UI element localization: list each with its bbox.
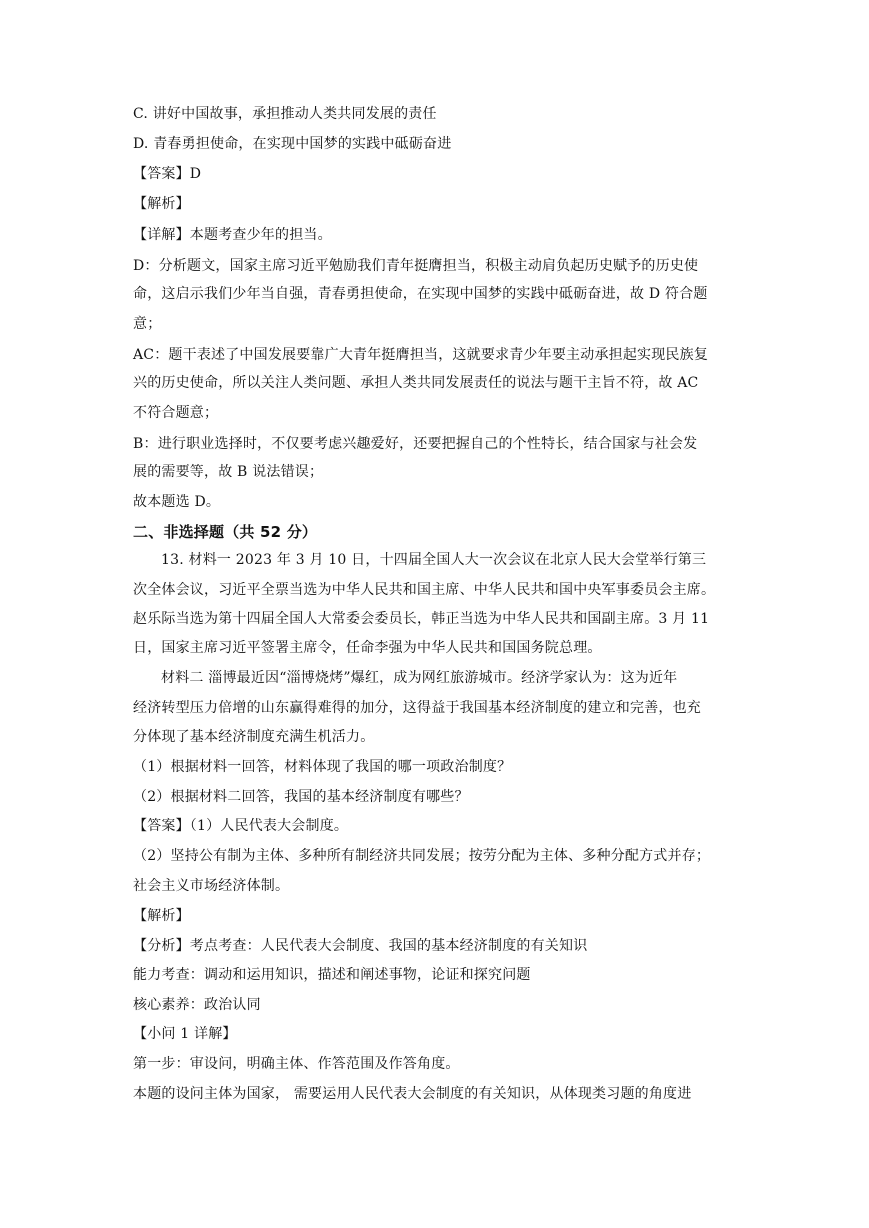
sub-question-2: （2）根据材料二回答，我国的基本经济制度有哪些？	[133, 789, 469, 805]
paragraph-line: 经济转型压力倍增的山东赢得难得的加分，这得益于我国基本经济制度的建立和完善，也充	[133, 700, 701, 716]
question-13-line: 13. 材料一 2023 年 3 月 10 日，十四届全国人大一次会议在北京人民大会堂举行第三	[161, 552, 707, 568]
section-heading: 二、非选择题（共 52 分）	[133, 523, 318, 541]
paragraph-line: 故本题选 D。	[133, 494, 221, 510]
paragraph-line: 展的需要等，故 B 说法错误；	[133, 464, 324, 480]
paragraph-line: 次全体会议，习近平全票当选为中华人民共和国主席、中华人民共和国中央军事委员会主席。	[133, 582, 716, 598]
paragraph-line: 第一步：审设问，明确主体、作答范围及作答角度。	[133, 1056, 460, 1072]
analysis-label: 【解析】	[133, 908, 190, 924]
answer-line: （2）坚持公有制为主体、多种所有制经济共同发展；按劳分配为主体、多种分配方式并存；	[133, 848, 711, 864]
option-d: D. 青春勇担使命，在实现中国梦的实践中砥砺奋进	[133, 136, 452, 152]
answer-line: 社会主义市场经济体制。	[133, 878, 290, 894]
paragraph-line: 兴的历史使命，所以关注人类问题、承担人类共同发展责任的说法与题干主旨不符，故 AC	[133, 375, 699, 391]
paragraph-line: 不符合题意；	[133, 405, 219, 421]
analysis-label: 【解析】	[133, 196, 190, 212]
paragraph-line: D：分析题文，国家主席习近平勉励我们青年挺膺担当，积极主动肩负起历史赋予的历史使	[133, 258, 699, 274]
paragraph-line: B：进行职业选择时，不仅要考虑兴趣爱好，还要把握自己的个性特长，结合国家与社会发	[133, 436, 698, 452]
material-two-line: 材料二 淄博最近因“淄博烧烤”爆红，成为网红旅游城市。经济学家认为：这为近年	[161, 670, 678, 686]
paragraph-line: 能力考查：调动和运用知识，描述和阐述事物，论证和探究问题	[133, 967, 531, 983]
sub-question-1-detail-label: 【小问 1 详解】	[133, 1026, 237, 1042]
paragraph-line: AC：题干表述了中国发展要靠广大青年挺膺担当，这就要求青少年要主动承担起实现民族复	[133, 347, 709, 363]
paragraph-line: 核心素养：政治认同	[133, 997, 261, 1013]
option-c: C. 讲好中国故事，承担推动人类共同发展的责任	[133, 106, 437, 122]
paragraph-line: 本题的设问主体为国家， 需要运用人民代表大会制度的有关知识，从体现类习题的角度进	[133, 1086, 692, 1102]
paragraph-line: 【分析】考点考查：人民代表大会制度、我国的基本经济制度的有关知识	[133, 938, 588, 954]
paragraph-line: 赵乐际当选为第十四届全国人大常委会委员长，韩正当选为中华人民共和国副主席。3 月 11	[133, 611, 710, 627]
answer-line: 【答案】（1）人民代表大会制度。	[133, 818, 349, 834]
answer-label: 【答案】D	[133, 166, 202, 182]
paragraph-line: 日，国家主席习近平签署主席令，任命李强为中华人民共和国国务院总理。	[133, 640, 602, 656]
paragraph-line: 分体现了基本经济制度充满生机活力。	[133, 729, 375, 745]
sub-question-1: （1）根据材料一回答，材料体现了我国的哪一项政治制度？	[133, 759, 512, 775]
paragraph-line: 命，这启示我们少年当自强，青春勇担使命，在实现中国梦的实践中砥砺奋进，故 D 符合题	[133, 286, 708, 302]
paragraph-line: 意；	[133, 316, 162, 332]
detail-line: 【详解】本题考查少年的担当。	[133, 227, 332, 243]
